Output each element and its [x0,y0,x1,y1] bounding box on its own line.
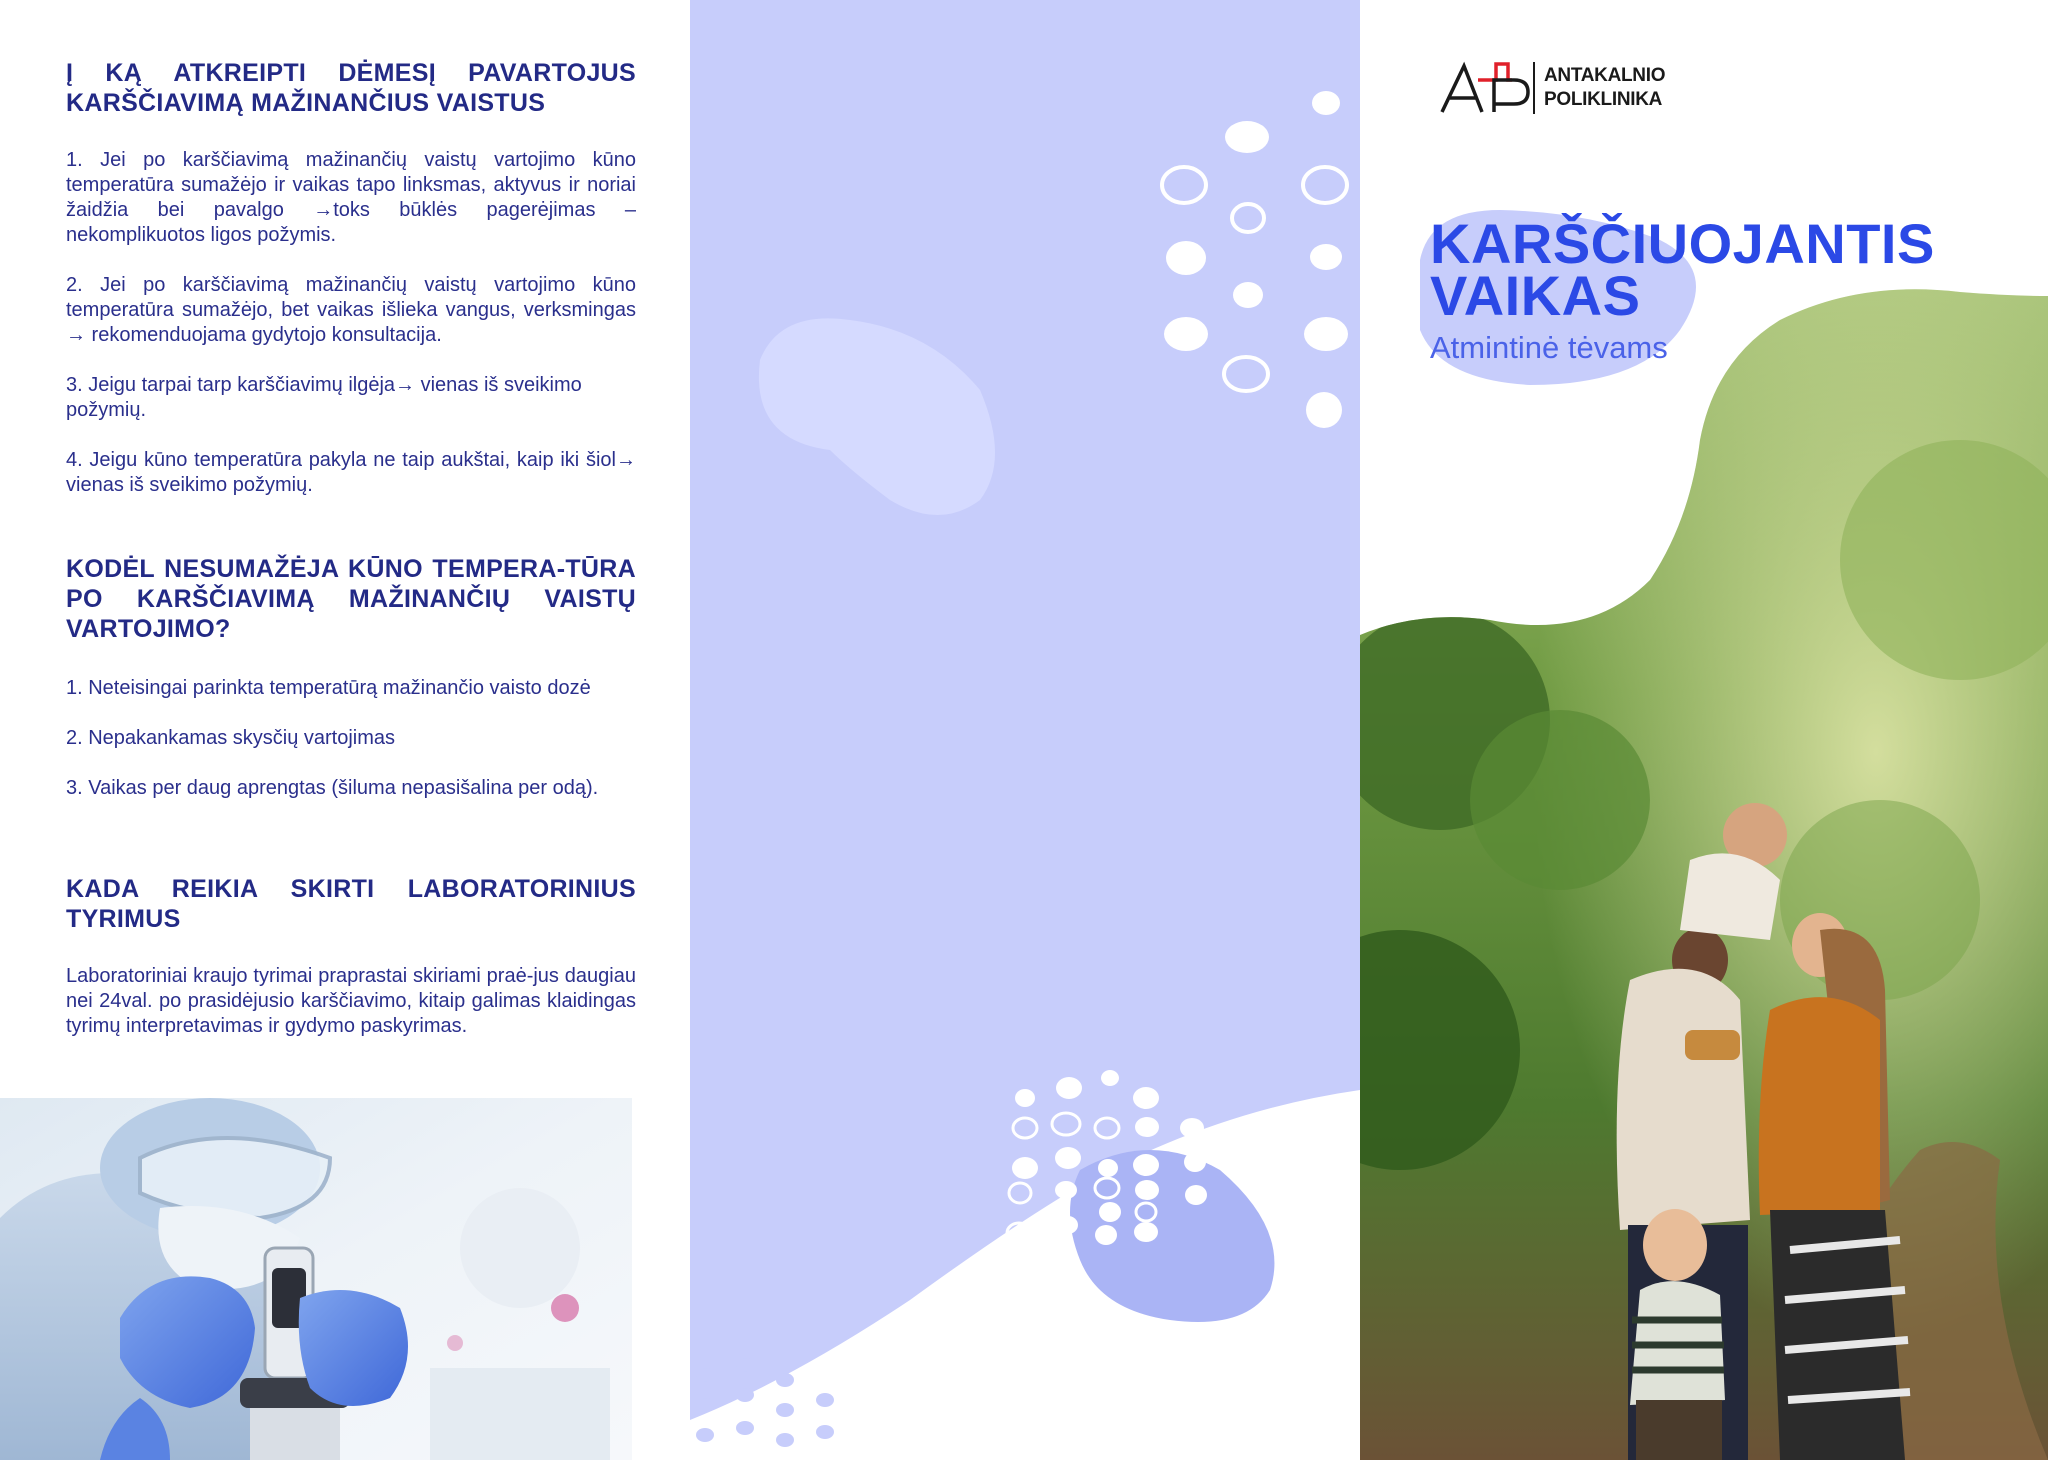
clinic-logo [1436,58,1666,118]
list-item: 2. Jei po karščiavimą mažinančių vaistų vartojimo kūno temperatūra sumažėjo, bet vaikas išlieka vangus, verksmingas → rekomenduojama gydytojo konsultacija. [66,274,636,346]
list-item: 4. Jeigu kūno temperatūra pakyla ne taip aukštai, kaip iki šiol→ vienas iš sveikimo požymių. [66,449,636,496]
section-lab-tests [66,874,636,1039]
list-item: 3. Vaikas per daug aprengtas (šiluma nepasišalina per odą). [66,777,599,799]
section-title: KODĖL NESUMAŽĖJA KŪNO TEMPERA-TŪRA PO KARŠČIAVIMĄ MAŽINANČIŲ VAISTŲ VARTOJIMO? [66,555,636,643]
title-line2: VAIKAS [1430,264,1641,327]
middle-decorative-panel [690,0,1360,1460]
logo-wordmark [1544,64,1665,112]
brochure-subtitle: Atmintinė tėvams [1430,330,1668,365]
list-item: 2. Nepakankamas skysčių vartojimas [66,727,396,749]
logo-line2: POLIKLINIKA [1544,89,1663,110]
right-cover-panel [1360,0,2048,1460]
section-what-to-watch [66,58,636,498]
list-item: 1. Jei po karščiavimą mažinančių vaistų vartojimo kūno temperatūra sumažėjo ir vaikas tapo linksmas, aktyvus ir noriai žaidžia bei pavalgo →toks būklės pagerėjimas – nekomplikuotos ligos požymis. [66,149,636,246]
brochure-title [1430,212,1935,327]
lab-microscope-photo [0,1098,632,1460]
section-title: KADA REIKIA SKIRTI LABORATORINIUS TYRIMUS [66,875,636,933]
title-line1: KARŠČIUOJANTIS [1430,212,1935,275]
logo-line1: ANTAKALNIO [1544,65,1666,86]
section-title: Į KĄ ATKREIPTI DĖMESĮ PAVARTOJUS KARŠČIAVIMĄ MAŽINANČIUS VAISTUS [66,59,636,117]
list-item: 1. Neteisingai parinkta temperatūrą mažinančio vaisto dozė [66,677,591,699]
section-why-not-decrease [66,554,636,801]
list-item: 3. Jeigu tarpai tarp karščiavimų ilgėja→ vienas iš sveikimo požymių. [66,374,582,421]
left-panel [0,0,690,1460]
paragraph: Laboratoriniai kraujo tyrimai praprastai skiriami praė-jus daugiau nei 24val. po prasidėjusio karščiavimo, kitaip galimas klaidingas tyrimų interpretavimas ir gydymo paskyrimas. [66,965,636,1037]
ap-logo-mark [1436,58,1536,118]
